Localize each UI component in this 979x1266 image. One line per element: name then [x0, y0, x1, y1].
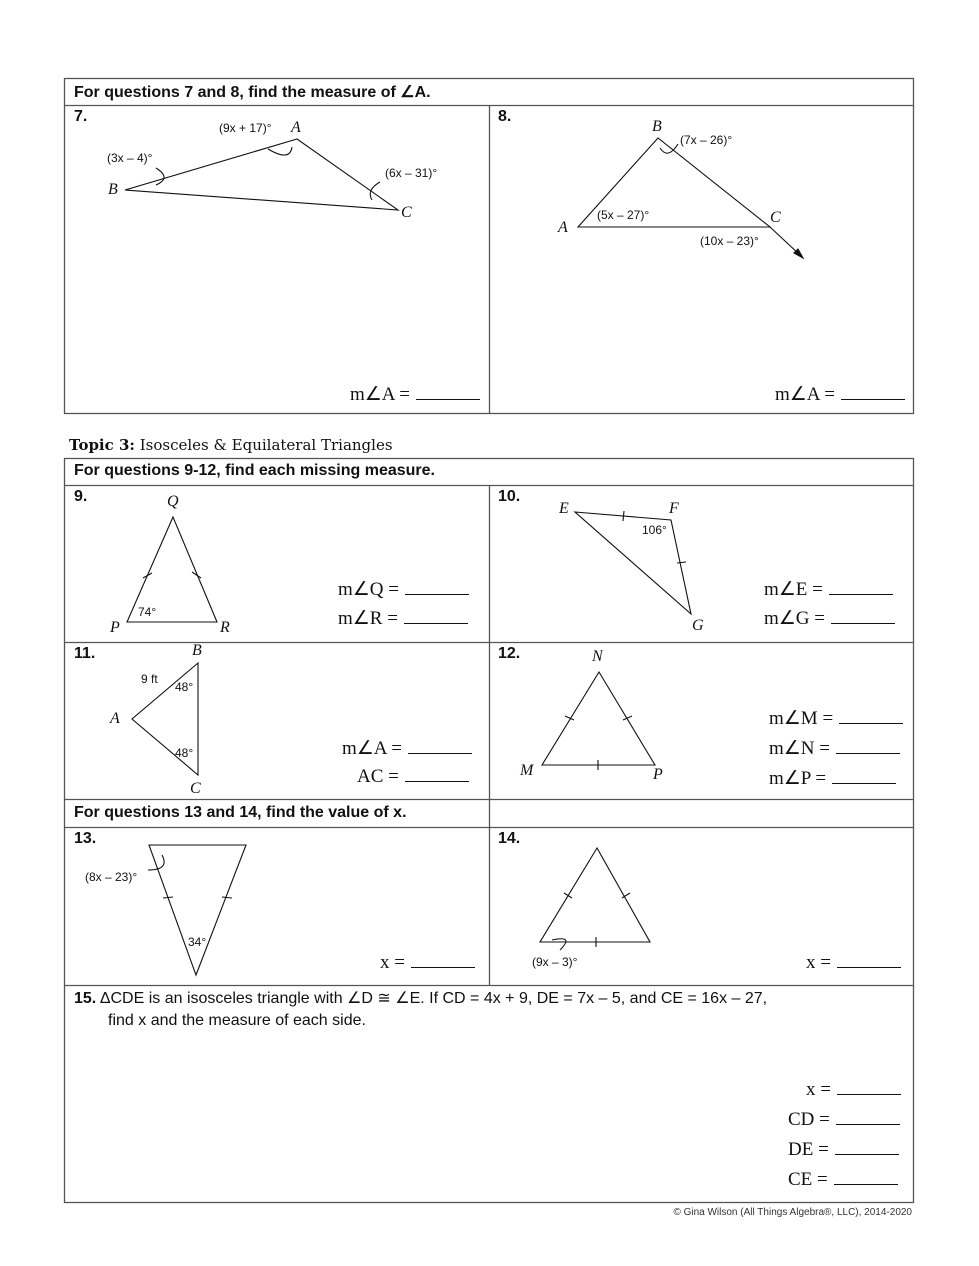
question-number-14: 14. [498, 830, 521, 847]
q12-vertex-n: N [592, 648, 603, 665]
q9-angle-p: 74° [138, 605, 157, 619]
q8-vertex-b: B [652, 118, 662, 135]
q10-answer-g[interactable]: m∠G = [764, 607, 895, 630]
q13-answer[interactable]: x = [380, 952, 475, 974]
q10-vertex-f: F [669, 500, 679, 517]
q9-vertex-p: P [110, 619, 120, 636]
q8-vertex-a: A [558, 219, 568, 236]
question-number-10: 10. [498, 488, 521, 505]
angle-arrow-q7-a [268, 147, 292, 155]
triangle-q12 [542, 672, 655, 765]
triangle-q10 [575, 512, 691, 614]
q9-vertex-r: R [220, 619, 230, 636]
q9-answer-r[interactable]: m∠R = [338, 607, 468, 630]
q10-vertex-g: G [692, 617, 704, 634]
q12-answer-m[interactable]: m∠M = [769, 707, 903, 730]
question-number-9: 9. [74, 488, 88, 505]
q11-side-ab: 9 ft [141, 672, 158, 686]
q14-answer[interactable]: x = [806, 952, 901, 974]
q9-vertex-q: Q [167, 493, 179, 510]
section-header-9-12: For questions 9-12, find each missing measure. [74, 462, 435, 479]
q15-answer-de[interactable]: DE = [788, 1139, 899, 1161]
q10-vertex-e: E [559, 500, 569, 517]
q8-answer[interactable]: m∠A = [775, 383, 905, 406]
angle-arrow-q7-b [156, 168, 164, 185]
question-number-13: 13. [74, 830, 97, 847]
q10-angle-f: 106° [642, 523, 667, 537]
q7-angle-a: (9x + 17)° [219, 121, 272, 135]
q15-answer-cd[interactable]: CD = [788, 1109, 900, 1131]
q11-answer-a[interactable]: m∠A = [342, 737, 472, 760]
table-borders [64, 79, 914, 1203]
q13-angle-bottom: 34° [188, 935, 207, 949]
q7-angle-b: (3x – 4)° [107, 151, 153, 165]
section-header-7-8: For questions 7 and 8, find the measure of ∠A. [74, 84, 431, 101]
q11-angle-b: 48° [175, 680, 194, 694]
question-15-text-line2: find x and the measure of each side. [108, 1012, 366, 1029]
q15-answer-x[interactable]: x = [806, 1079, 901, 1101]
angle-arrow-q14 [552, 939, 566, 950]
q9-answer-q[interactable]: m∠Q = [338, 578, 469, 601]
q7-vertex-b: B [108, 181, 118, 198]
q11-answer-ac[interactable]: AC = [357, 766, 469, 788]
question-number-8: 8. [498, 108, 512, 125]
q14-angle-base: (9x – 3)° [532, 955, 578, 969]
q10-answer-e[interactable]: m∠E = [764, 578, 893, 601]
q7-answer[interactable]: m∠A = [350, 383, 480, 406]
q12-answer-p[interactable]: m∠P = [769, 767, 896, 790]
triangle-q14 [540, 848, 650, 942]
q7-vertex-a: A [291, 119, 301, 136]
copyright: © Gina Wilson (All Things Algebra®, LLC), 2014-2020 [673, 1207, 912, 1218]
q11-angle-c: 48° [175, 746, 194, 760]
q11-vertex-b: B [192, 642, 202, 659]
q8-angle-a: (5x – 27)° [597, 208, 650, 222]
q12-answer-n[interactable]: m∠N = [769, 737, 900, 760]
question-15-text: 15. ΔCDE is an isosceles triangle with ∠D ≅ ∠E. If CD = 4x + 9, DE = 7x – 5, and CE = 16x – 27, [74, 990, 768, 1007]
q12-vertex-m: M [520, 762, 534, 779]
triangle-q7 [125, 139, 398, 210]
angle-arrow-q13 [148, 855, 164, 870]
q7-angle-c: (6x – 31)° [385, 166, 438, 180]
q13-angle-top: (8x – 23)° [85, 870, 138, 884]
question-number-11: 11. [74, 645, 96, 662]
q7-vertex-c: C [401, 204, 412, 221]
q12-vertex-p: P [653, 766, 663, 783]
q8-angle-b: (7x – 26)° [680, 133, 733, 147]
section-header-13-14: For questions 13 and 14, find the value of x. [74, 804, 407, 821]
question-number-12: 12. [498, 645, 521, 662]
topic-title: Topic 3: Isosceles & Equilateral Triangles [69, 436, 393, 454]
q11-vertex-a: A [110, 710, 120, 727]
q8-vertex-c: C [770, 209, 781, 226]
question-number-7: 7. [74, 108, 88, 125]
q8-exterior-angle: (10x – 23)° [700, 234, 759, 248]
q11-vertex-c: C [190, 780, 201, 797]
q15-answer-ce[interactable]: CE = [788, 1169, 898, 1191]
